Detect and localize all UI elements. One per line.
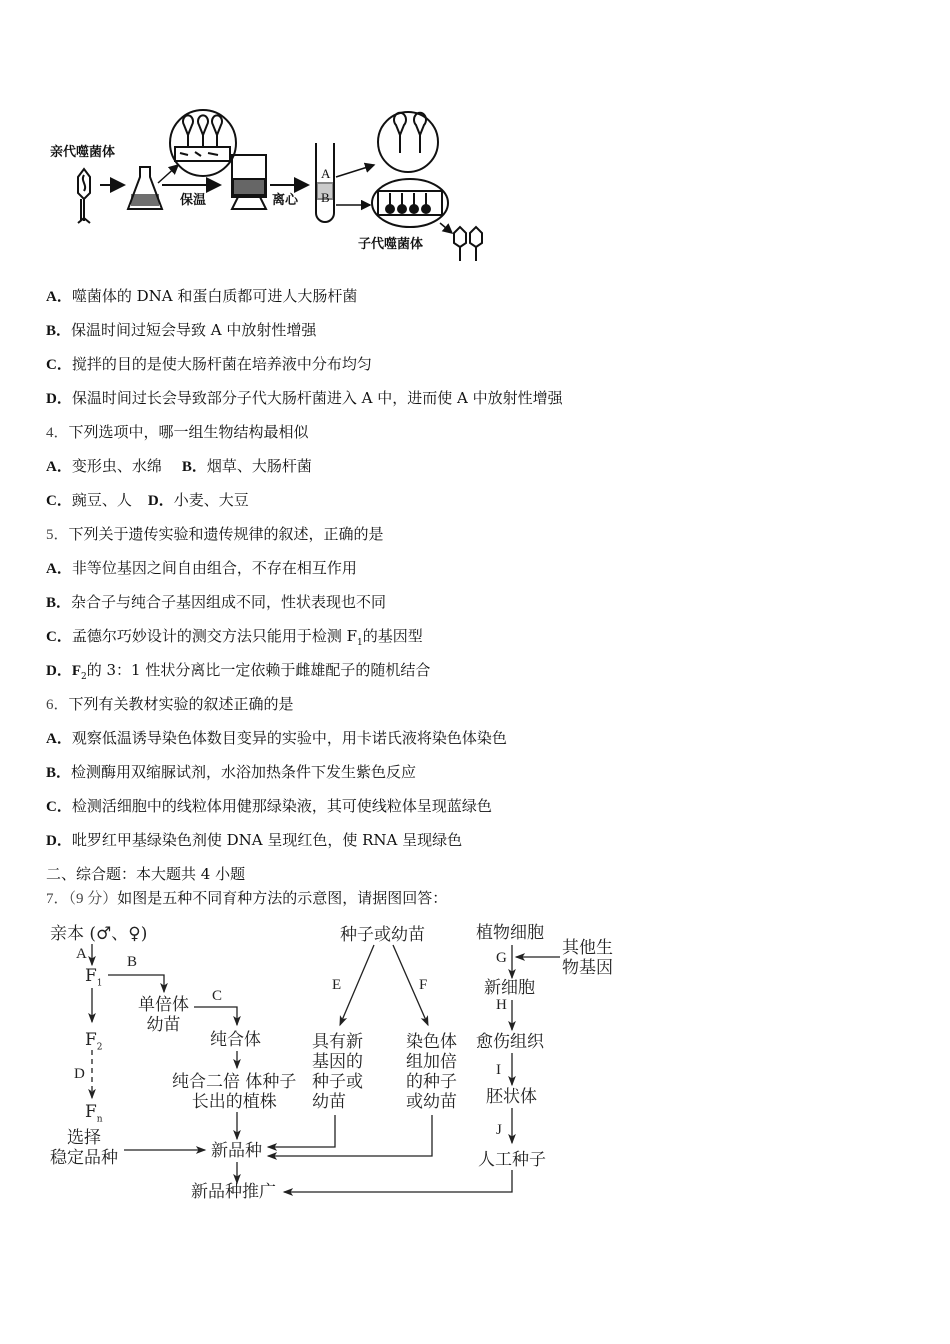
callus-node: 愈伤组织 — [476, 1032, 544, 1052]
arrow-label-h: H — [496, 997, 507, 1013]
q6-option-b: B．检测酶用双缩脲试剂，水浴加热条件下发生紫色反应 — [46, 763, 417, 781]
parent-phage-icon — [78, 169, 90, 223]
select-stable-node: 选择 稳定品种 — [50, 1128, 118, 1168]
flask-icon — [128, 167, 162, 209]
q6-option-d: D．吡罗红甲基绿染色剂使 DNA 呈现红色，使 RNA 呈现绿色 — [46, 831, 463, 849]
incubate-label: 保温 — [180, 193, 207, 208]
haploid-node: 单倍体 幼苗 — [138, 995, 189, 1035]
q7-stem: 7．（9 分）如图是五种不同育种方法的示意图，请据图回答： — [46, 889, 448, 907]
phage-diagram-graphic — [40, 105, 500, 265]
parent-phage-label: 亲代噬菌体 — [50, 145, 116, 160]
arrow-label-g: G — [496, 950, 507, 966]
chromosome-doubled-node: 染色体 组加倍 的种子 或幼苗 — [406, 1032, 457, 1112]
q3-option-d: D．保温时间过长会导致部分子代大肠杆菌进入 A 中，进而使 A 中放射性增强 — [46, 389, 563, 407]
q5-stem: 5．下列关于遗传实验和遗传规律的叙述，正确的是 — [46, 525, 384, 543]
arrow-label-a: A — [76, 946, 87, 962]
q6-option-c: C．检测活细胞中的线粒体用健那绿染液，其可使线粒体呈现蓝绿色 — [46, 797, 492, 815]
layer-a-label: A — [321, 166, 331, 181]
q4-option-a: 变形虫、水绵 — [71, 457, 162, 475]
new-variety-node: 新品种 — [211, 1141, 262, 1161]
q4-option-c: 豌豆、人 — [71, 491, 132, 509]
other-gene-node: 其他生 物基因 — [562, 938, 613, 978]
f2-node: $F_2$ — [85, 1030, 103, 1053]
pure-node: 纯合体 — [210, 1030, 261, 1050]
arrow-label-d: D — [74, 1066, 85, 1082]
q5-option-b: B．杂合子与纯合子基因组成不同，性状表现也不同 — [46, 593, 387, 611]
arrow-label-i: I — [496, 1062, 501, 1078]
q3-option-b: B．保温时间过短会导致 A 中放射性增强 — [46, 321, 317, 339]
arrow-label-b: B — [127, 954, 138, 970]
section-title: 二、综合题：本大题共 4 小题 — [46, 865, 246, 883]
new-gene-node: 具有新 基因的 种子或 幼苗 — [312, 1032, 363, 1112]
centrifuge-tube-icon — [316, 143, 334, 222]
q5-option-c: C．孟德尔巧妙设计的测交方法只能用于检测 $F_1$的基因型 — [46, 627, 423, 648]
new-cell-node: 新细胞 — [484, 978, 535, 998]
promote-node: 新品种推广 — [191, 1182, 276, 1202]
arrow-label-c: C — [212, 988, 223, 1004]
q6-stem: 6．下列有关教材实验的叙述正确的是 — [46, 695, 294, 713]
seed-node: 种子或幼苗 — [340, 925, 425, 945]
q5-option-d: D．$F_2$的 3：1 性状分离比一定依赖于雌雄配子的随机结合 — [46, 661, 431, 682]
q6-option-a: A．观察低温诱导染色体数目变异的实验中，用卡诺氏液将染色体染色 — [46, 729, 507, 747]
q4-stem: 4．下列选项中，哪一组生物结构最相似 — [46, 423, 309, 441]
precipitate-zoom-circle — [372, 179, 448, 227]
embryoid-node: 胚状体 — [486, 1087, 537, 1107]
fn-node: $F_n$ — [85, 1102, 103, 1125]
q5-option-a: A．非等位基因之间自由组合，不存在相互作用 — [46, 559, 357, 577]
q4-option-d: 小麦、大豆 — [173, 491, 249, 509]
arrow-label-f: F — [419, 977, 428, 993]
q3-option-c: C．搅拌的目的是使大肠杆菌在培养液中分布均匀 — [46, 355, 372, 373]
q4-options-row2: C．豌豆、人 D．小麦、大豆 — [46, 491, 249, 509]
q3-option-a: A．噬菌体的 DNA 和蛋白质都可进人大肠杆菌 — [46, 287, 358, 305]
beaker-icon — [232, 155, 266, 209]
centrifuge-label: 离心 — [272, 193, 299, 208]
progeny-phage-label: 子代噬菌体 — [358, 237, 424, 252]
arrow-label-e: E — [332, 977, 342, 993]
arrow-label-j: J — [496, 1122, 502, 1138]
f1-node: $F_1$ — [85, 966, 103, 989]
phage-experiment-diagram — [40, 105, 500, 265]
q4-options-row1: A．变形虫、水绵 B．烟草、大肠杆菌 — [46, 457, 312, 475]
plant-cell-node: 植物细胞 — [476, 923, 544, 943]
pure-diploid-node: 纯合二倍 体种子 长出的植株 — [172, 1072, 297, 1112]
layer-b-label: B — [321, 190, 330, 205]
infection-zoom-circle — [170, 110, 236, 176]
supernatant-zoom-circle — [378, 112, 438, 172]
progeny-phage-icon — [454, 227, 482, 261]
parents-node: 亲本 (♂、♀) — [50, 924, 148, 944]
artificial-seed-node: 人工种子 — [478, 1150, 546, 1170]
q4-option-b: 烟草、大肠杆菌 — [206, 457, 312, 475]
